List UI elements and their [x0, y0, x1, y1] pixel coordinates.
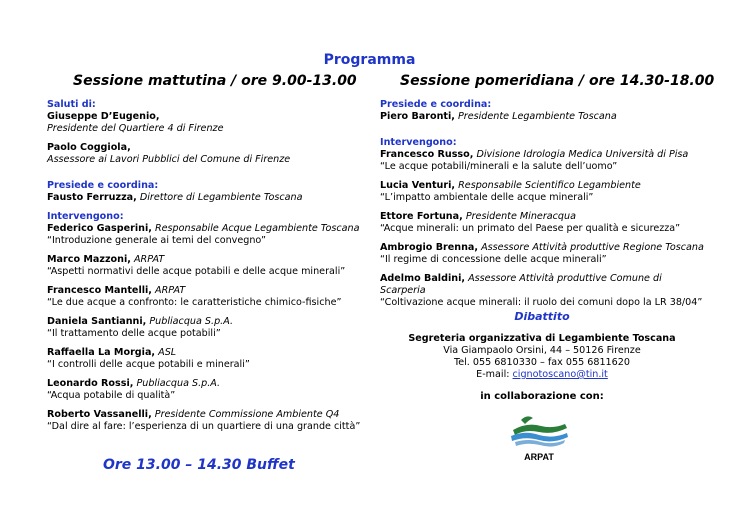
buffet-note: Ore 13.00 – 14.30 Buffet [103, 457, 295, 473]
greeting-item: Paolo Coggiola, Assessore ai Lavori Pubblici del Comune di Firenze [47, 142, 291, 165]
chair-label: Presiede e coordina: [380, 99, 492, 110]
greeting-item: Giuseppe D’Eugenio, Presidente del Quartiere 4 di Firenze [47, 111, 224, 134]
morning-column [47, 99, 367, 433]
chair-item: Piero Baronti, Presidente Legambiente Toscana [380, 111, 617, 122]
secretariat-org: Segreteria organizzativa di Legambiente Toscana [408, 333, 676, 344]
page-title: Programma [323, 52, 416, 68]
secretariat-phone: Tel. 055 6810330 – fax 055 6811620 [454, 357, 630, 368]
speakers-label: Intervengono: [380, 137, 457, 148]
speaker-item: Leonardo Rossi, Publiacqua S.p.A. “Acqua potabile di qualità” [47, 378, 221, 401]
speaker-item: Lucia Venturi, Responsabile Scientifico Legambiente “L’impatto ambientale delle acque minerali” [380, 180, 641, 203]
speaker-item: Roberto Vassanelli, Presidente Commissione Ambiente Q4 “Dal dire al fare: l’esperienza di un quartiere di una grande città” [47, 409, 361, 432]
arpat-logo-icon [507, 408, 571, 464]
arpat-logo [507, 408, 571, 464]
speaker-item: Federico Gasperini, Responsabile Acque Legambiente Toscana “Introduzione generale ai temi del convegno” [47, 223, 360, 246]
secretariat-address: Via Giampaolo Orsini, 44 – 50126 Firenze [443, 345, 641, 356]
saluti-label: Saluti di: [47, 99, 96, 110]
afternoon-session-heading: Sessione pomeridiana / ore 14.30-18.00 [400, 73, 715, 89]
speaker-item: Francesco Russo, Divisione Idrologia Medica Università di Pisa “Le acque potabili/minerali e la salute dell’uomo” [380, 149, 689, 172]
speaker-item: Raffaella La Morgia, ASL “I controlli delle acque potabili e minerali” [47, 347, 250, 370]
speaker-item: Ambrogio Brenna, Assessore Attività produttive Regione Toscana “Il regime di concessione delle acque minerali” [380, 242, 704, 265]
speaker-item: Daniela Santianni, Publiacqua S.p.A. “Il trattamento delle acque potabili” [47, 316, 233, 339]
chair-label: Presiede e coordina: [47, 180, 159, 191]
email-link[interactable]: cignotoscano@tin.it [512, 369, 608, 380]
collaboration-label: in collaborazione con: [480, 391, 604, 402]
morning-session-heading: Sessione mattutina / ore 9.00-13.00 [73, 73, 357, 89]
speakers-label: Intervengono: [47, 211, 124, 222]
afternoon-column [380, 99, 710, 309]
speaker-item: Adelmo Baldini, Assessore Attività produttive Comune di Scarperia “Coltivazione acque minerali: il ruolo dei comuni dopo la LR 38/04” [380, 273, 703, 308]
speaker-item: Francesco Mantelli, ARPAT “Le due acque a confronto: le caratteristiche chimico-fisiche” [47, 285, 342, 308]
secretariat-block [380, 333, 704, 381]
secretariat-email-line [380, 369, 704, 381]
chair-item: Fausto Ferruzza, Direttore di Legambiente Toscana [47, 192, 303, 203]
email-label: E-mail: [476, 369, 513, 380]
arpat-logo-text: ARPAT [524, 452, 554, 462]
speaker-item: Marco Mazzoni, ARPAT “Aspetti normativi delle acque potabili e delle acque minerali” [47, 254, 346, 277]
speaker-item: Ettore Fortuna, Presidente Mineracqua “Acque minerali: un primato del Paese per qualità e sicurezza” [380, 211, 681, 234]
debate-heading: Dibattito [514, 310, 570, 323]
